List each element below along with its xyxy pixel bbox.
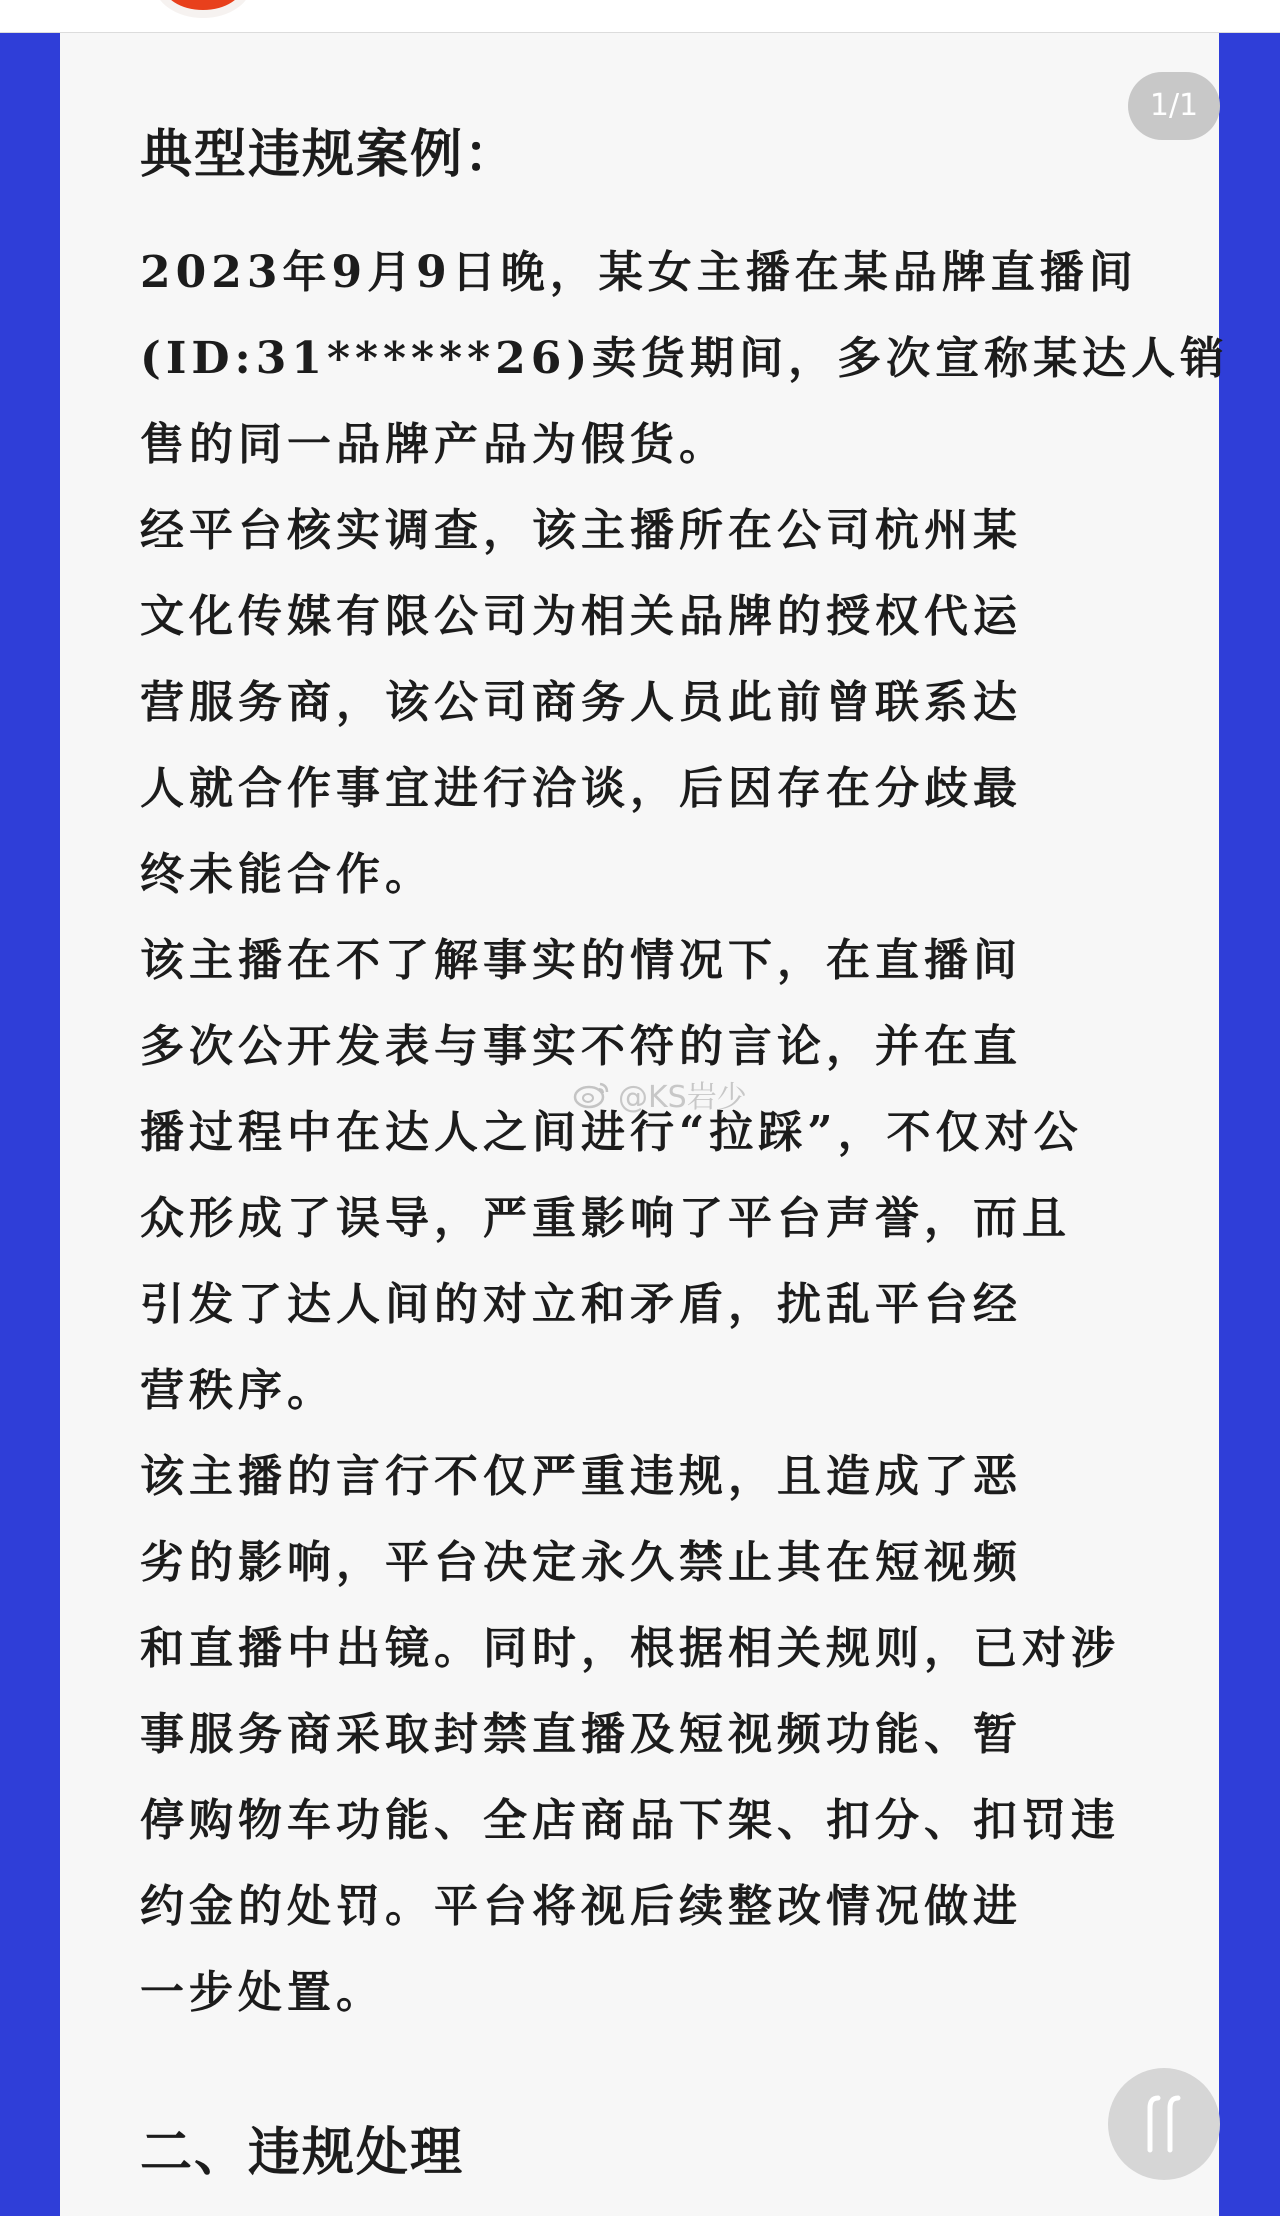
body-line: (ID:31******26)卖货期间，多次宣称某达人销 — [140, 333, 1230, 384]
body-line: 和直播中出镜。同时，根据相关规则，已对涉 — [140, 1623, 1120, 1674]
avatar[interactable] — [154, 0, 252, 18]
body-line: 停购物车功能、全店商品下架、扣分、扣罚违 — [140, 1795, 1120, 1846]
watermark — [572, 1072, 747, 1116]
body-line: 该主播的言行不仅严重违规，且造成了恶 — [140, 1451, 1022, 1502]
watermark-text: @KS岩少 — [618, 1080, 747, 1115]
body-line: 文化传媒有限公司为相关品牌的授权代运 — [140, 591, 1022, 642]
page-counter: 1/1 — [1128, 72, 1220, 140]
body-line: 劣的影响，平台决定永久禁止其在短视频 — [140, 1537, 1022, 1588]
body-line: 终未能合作。 — [140, 849, 434, 900]
body-line: 2023年9月9日晚，某女主播在某品牌直播间 — [140, 247, 1138, 298]
scroll-top-button[interactable] — [1108, 2068, 1220, 2180]
body-line: 人就合作事宜进行洽谈，后因存在分歧最 — [140, 763, 1022, 814]
top-bar — [0, 0, 1280, 33]
body-line: 售的同一品牌产品为假货。 — [140, 419, 728, 470]
body-line: 约金的处罚。平台将视后续整改情况做进 — [140, 1881, 1022, 1932]
body-line: 众形成了误导，严重影响了平台声誉，而且 — [140, 1193, 1071, 1244]
body-line: 引发了达人间的对立和矛盾，扰乱平台经 — [140, 1279, 1022, 1330]
body-line: 事服务商采取封禁直播及短视频功能、暂 — [140, 1709, 1022, 1760]
scroll-top-icon — [1140, 2094, 1188, 2154]
weibo-icon — [572, 1078, 612, 1110]
body-line: 播过程中在达人之间进行“拉踩”，不仅对公 — [140, 1107, 1083, 1158]
body-line: 营秩序。 — [140, 1365, 336, 1416]
body-line: 营服务商，该公司商务人员此前曾联系达 — [140, 677, 1022, 728]
section-heading: 二、违规处理 — [140, 2122, 465, 2183]
body-line: 一步处置。 — [140, 1967, 385, 2018]
page-title: 典型违规案例： — [140, 124, 519, 185]
left-border — [0, 33, 60, 2216]
body-line: 该主播在不了解事实的情况下，在直播间 — [140, 935, 1022, 986]
body-line: 经平台核实调查，该主播所在公司杭州某 — [140, 505, 1022, 556]
body-line: 多次公开发表与事实不符的言论，并在直 — [140, 1021, 1022, 1072]
